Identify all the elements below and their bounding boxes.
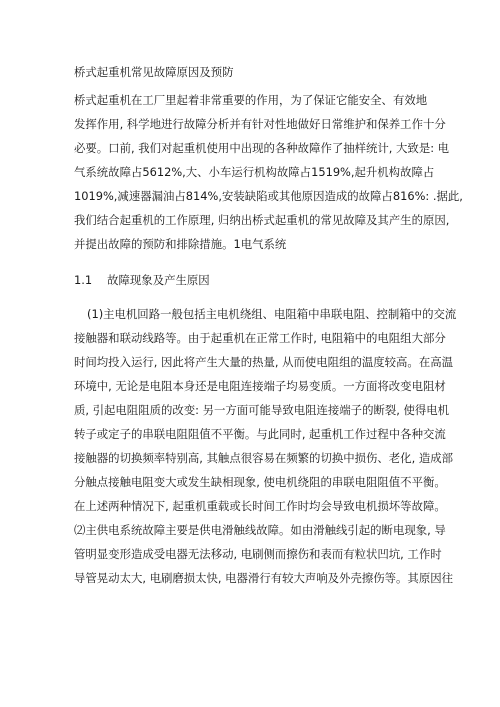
- body-line: 时间均投入运行, 因此将产生大量的热量, 从而使电阻组的温度较高。在高温: [74, 355, 453, 369]
- intro-line: 我们结合起重机的工作原理, 归纳出桥式起重机的常见故障及其产生的原因,: [74, 213, 450, 227]
- body-line: (1)主电机回路一般包括主电机绕组、电阻箱中串联电阻、控制箱中的交流: [87, 307, 457, 321]
- intro-line: 并提出故障的预防和排除措施。1电气系统: [74, 237, 287, 251]
- body-line: 接触器的切换频率特别高, 其触点很容易在频繁的切换中损伤、老化, 造成部: [74, 451, 453, 465]
- body-line: 转子或定子的串联电阻阻值不平衡。与此同时, 起重机工作过程中各种交流: [74, 427, 446, 441]
- intro-line: 1019%,减速器漏油占814%,安装缺陷或其他原因造成的故障占816%: .据此,: [74, 189, 463, 203]
- body-line: 分触点接触电阻变大或发生缺相现象, 使电机绕阻的串联电阻阻值不平衡。: [74, 475, 446, 489]
- section-heading: 1.1 故障现象及产生原因: [74, 273, 210, 287]
- body-line: 管明显变形造成受电器无法移动, 电刷侧而擦伤和表而有粒状凹坑, 工作时: [74, 547, 442, 561]
- intro-line: 必要。口前, 我们对起重机使用中出现的各种故障作了抽样统计, 大致是: 电: [74, 141, 450, 155]
- body-line: ⑵主供电系统故障主要是供电滑触线故障。如由滑触线引起的断电现象, 导: [74, 523, 446, 537]
- intro-line: 桥式起重机在工厂里起着非常重要的作用，为了保证它能安全、有效地: [74, 93, 428, 107]
- body-line: 接触器和联动线路等。由于起重机在正常工作时, 电阻箱中的电阻组大部分: [74, 331, 446, 345]
- body-line: 质, 引起电阻阻质的改变: 另一方面可能导致电阻连接端子的断裂, 使得电机: [74, 403, 450, 417]
- body-line: 环境中, 无论是电阻本身还是电阻连接端子均易变质。一方面将改变电阻材: [74, 379, 446, 393]
- body-line: 导管晃动太大, 电刷磨损太快, 电器滑行有较大声响及外壳擦伤等。其原因往: [74, 571, 453, 585]
- body-line: 在上述两种情况下, 起重机重载或长时间工作时均会导致电机损坏等故障。: [74, 499, 446, 513]
- document-title: 桥式起重机常见故障原因及预防: [74, 65, 234, 79]
- intro-line: 气系统故障占5612%,大、小车运行机构故障占1519%,起升机构故障占: [74, 165, 435, 179]
- intro-line: 发挥作用, 科学地进行故障分析并有针对性地做好日常维护和保养工作十分: [74, 117, 446, 131]
